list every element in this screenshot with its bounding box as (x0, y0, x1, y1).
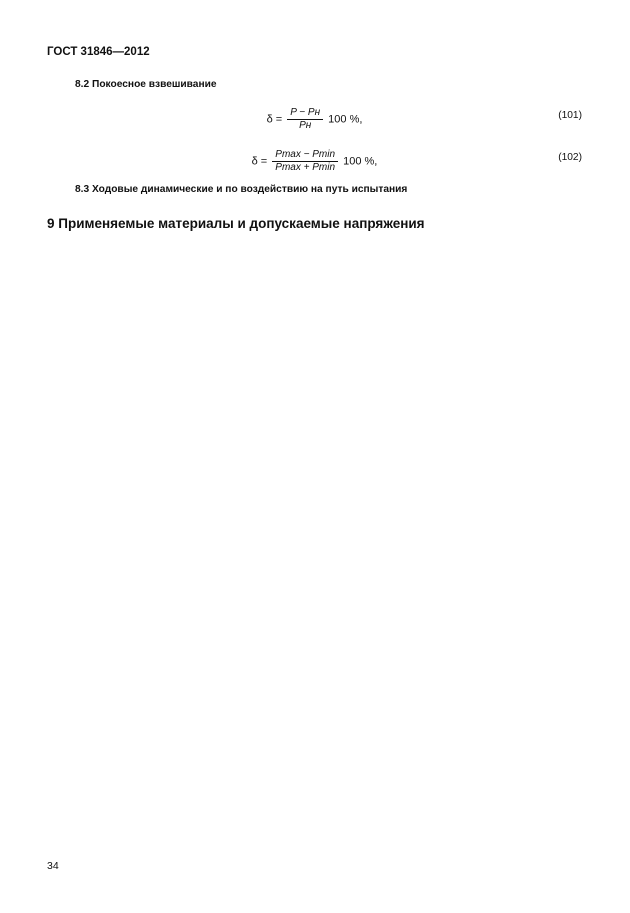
heading-8-3: 8.3 Ходовые динамические и по воздействию на путь испытания (75, 183, 408, 195)
formula-102-denominator: Pmax + Pmin (275, 161, 336, 173)
formula-102-rest: 100 %, (343, 154, 378, 167)
formula-102-fraction (272, 149, 338, 174)
page-header: ГОСТ 31846—2012 (47, 46, 150, 58)
formula-101-lhs: δ = (266, 112, 283, 125)
formula-101-numerator: P − Pн (287, 107, 323, 120)
formula-102-lhs: δ = (251, 154, 268, 167)
formula-101-denominator: Pн (299, 119, 312, 131)
heading-8-2: 8.2 Покоесное взвешивание (75, 79, 217, 90)
formula-102-number: (102) (558, 151, 582, 163)
section-9-title: 9 Применяемые материалы и допускаемые напряжения (47, 216, 425, 231)
formula-101-number: (101) (558, 109, 582, 121)
document-body (47, 78, 582, 246)
formula-101-rest: 100 %, (328, 112, 363, 125)
formula-102-numerator: Pmax − Pmin (272, 149, 338, 162)
page-number: 34 (47, 860, 59, 872)
formula-101-fraction (287, 107, 323, 132)
formula-101 (47, 99, 582, 135)
formula-102 (47, 141, 582, 177)
